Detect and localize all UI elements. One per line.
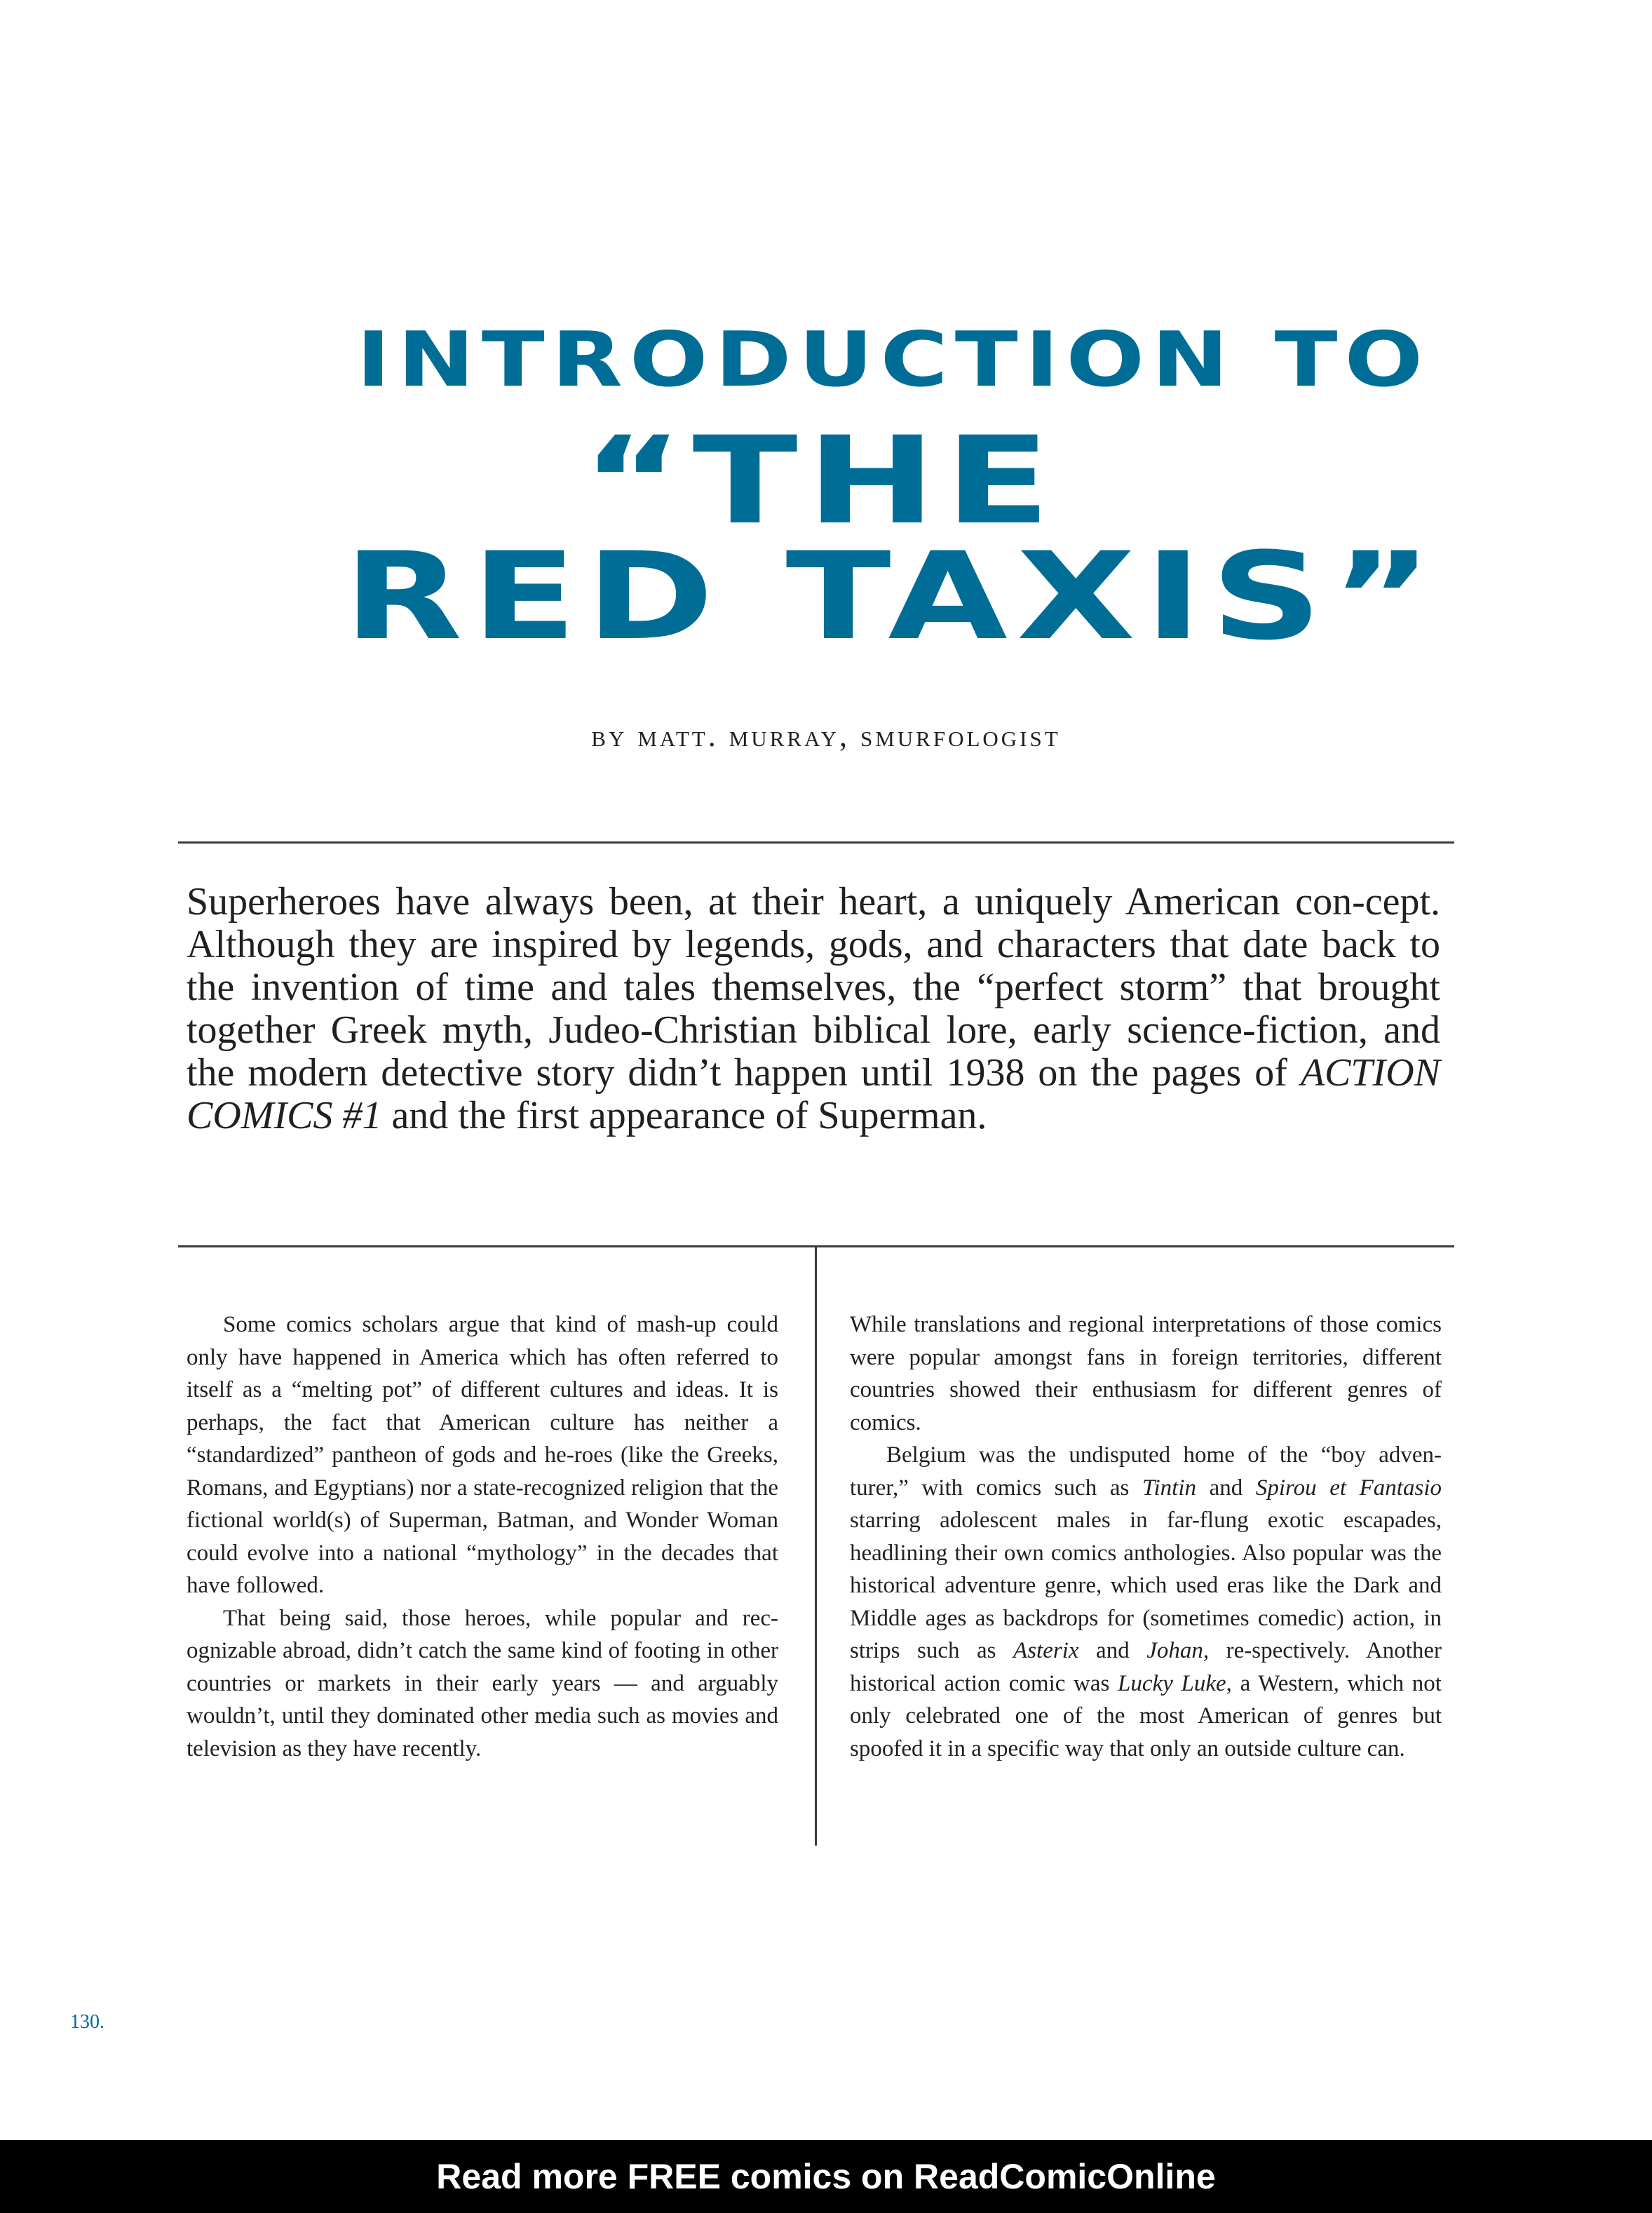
italic-title: Lucky Luke (1118, 1670, 1226, 1696)
right-paragraph-2 (850, 1439, 1442, 1765)
lead-paragraph (187, 881, 1440, 1137)
right-paragraph-1: While translations and regional interpretations of those comics were popular amongst fans in foreign territories, different countries showed their enthusiasm for different genres of comics. (850, 1312, 1442, 1435)
lead-text-start: Superheroes have always been, at their heart, a uniquely American con-cept. Although they are inspired by legends, gods, and characters that date back to the invention of time and tales themselves, the “perfect storm” that brought together Greek myth, Judeo-Christian biblical lore, early science-fiction, and the modern detective story didn’t happen until 1938 on the pages of (187, 880, 1440, 1095)
text-span: re-spectively. Another historical action comic was (850, 1638, 1442, 1696)
text-span: and (1196, 1475, 1256, 1501)
italic-title: Spirou et Fantasio (1255, 1475, 1442, 1501)
top-divider (178, 841, 1454, 844)
italic-title: Tintin (1142, 1475, 1197, 1501)
italic-title: Asterix (1013, 1638, 1079, 1663)
italic-title: Johan, (1146, 1638, 1210, 1663)
left-column (187, 1308, 778, 1765)
text-span: starring adolescent males in far-flung exotic escapades, headlining their own comics anthologies. Also popular was the historical adventure genre, which used eras like the Dark and Middle ages as backdrops for (sometimes comedic) action, in strips such as (850, 1508, 1442, 1663)
lead-text-end: and the first appearance of Superman. (381, 1094, 987, 1137)
column-divider (815, 1245, 817, 1846)
footer-banner[interactable]: Read more FREE comics on ReadComicOnline (0, 2140, 1652, 2213)
byline: by matt. murray, smurfologist (591, 719, 1061, 753)
text-span: Belgium was the undisputed home of the “boy adven-turer,” with comics such as (850, 1442, 1442, 1501)
page-number: 130. (70, 2011, 104, 2033)
title-line-3: RED TAXIS” (344, 526, 1442, 667)
text-span: and (1078, 1638, 1147, 1663)
left-paragraph-1: Some comics scholars argue that kind of mash-up could only have happened in America which has often referred to itself as a “melting pot” of different cultures and ideas. It is perhaps, the fact that American culture has neither a “standardized” pantheon of gods and he-roes (like the Greeks, Romans, and Egyptians) nor a state-recognized religion that the fictional world(s) of Superman, Batman, and Wonder Woman could evolve into a national “mythology” in the decades that have followed. (187, 1312, 778, 1598)
right-column (850, 1308, 1442, 1765)
title-line-1: INTRODUCTION TO (356, 316, 1430, 404)
title-line-2: “THE (582, 410, 1059, 551)
lead-italic-title: ACTION COMICS #1 (187, 1051, 1440, 1137)
text-span: , a Western, which not only celebrated one of the most American of genres but spoofed it in a specific way that only an outside culture can. (850, 1670, 1442, 1761)
left-paragraph-2: That being said, those heroes, while popular and rec-ognizable abroad, didn’t catch the same kind of footing in other countries or markets in their early years — and arguably wouldn’t, until they dominated other media such as movies and television as they have recently. (187, 1605, 778, 1761)
